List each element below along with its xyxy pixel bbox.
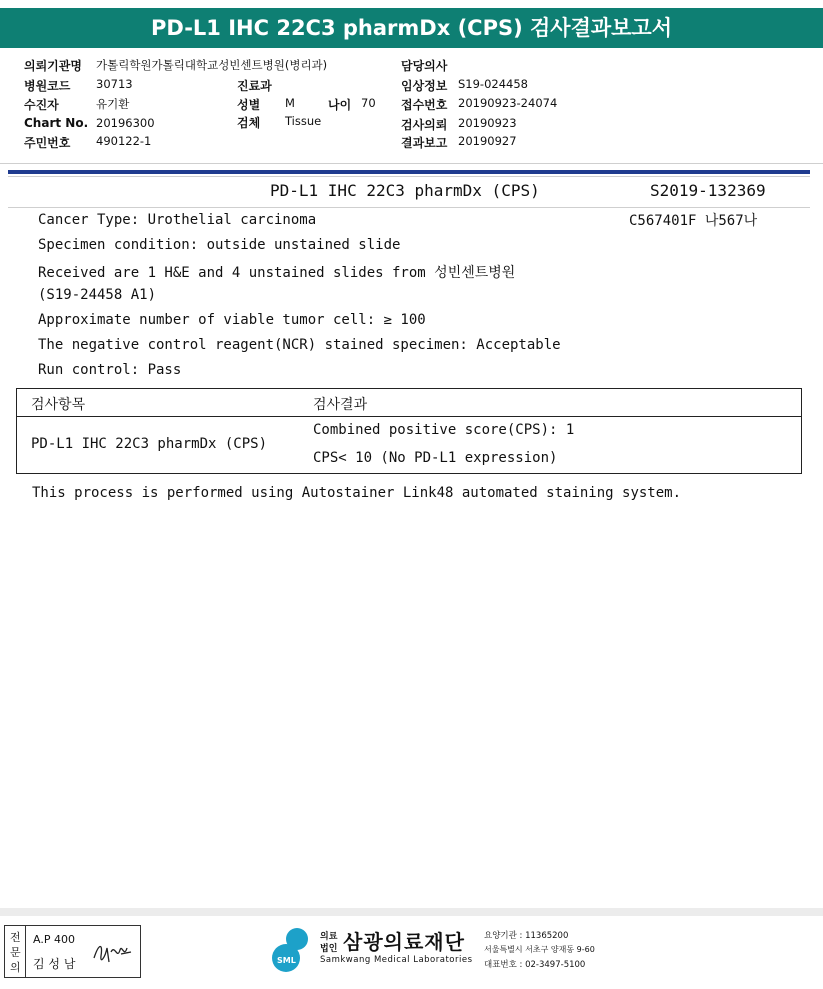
- signature-box: [4, 925, 141, 978]
- receipt-label: 접수번호: [401, 98, 448, 112]
- process-note: This process is performed using Autostainer Link48 automated staining system.: [32, 485, 682, 501]
- company-name-en: Samkwang Medical Laboratories: [320, 955, 473, 965]
- report-line: Run control: Pass: [38, 362, 182, 378]
- cps-interpretation: CPS< 10 (No PD-L1 expression): [313, 450, 558, 466]
- sex-label: 성별: [237, 98, 261, 112]
- chart-value: 20196300: [96, 116, 155, 130]
- cps-score: Combined positive score(CPS): 1: [313, 422, 575, 438]
- age-label: 나이: [328, 98, 352, 112]
- request-value: 20190923: [458, 116, 517, 130]
- signature-image: [91, 938, 135, 968]
- patient-header: [0, 48, 823, 163]
- specimen-label: 검체: [237, 116, 261, 130]
- company-phone: 대표번호 : 02-3497-5100: [484, 960, 586, 970]
- logo-text: SML: [277, 956, 296, 965]
- table-header-rule: [17, 416, 801, 417]
- report-line: Specimen condition: outside unstained slide: [38, 237, 401, 253]
- header-divider: [0, 163, 823, 164]
- clinical-value: S19-024458: [458, 77, 528, 91]
- report-date-label: 결과보고: [401, 136, 448, 150]
- age-value: 70: [361, 96, 376, 110]
- company-address: 서울특별시 서초구 양재동 9-60: [484, 945, 595, 954]
- stamp-char: 문: [10, 946, 21, 959]
- report-title: PD-L1 IHC 22C3 pharmDx (CPS) 검사결과보고서: [0, 8, 823, 48]
- report-top-rule: [8, 176, 810, 177]
- ap-number: A.P 400: [33, 933, 75, 946]
- recipient-value: 유기환: [96, 97, 130, 111]
- clinical-label: 임상정보: [401, 79, 448, 93]
- chart-label: Chart No.: [24, 116, 89, 130]
- table-item: PD-L1 IHC 22C3 pharmDx (CPS): [31, 436, 268, 452]
- pathologist-name: 김 성 남: [33, 957, 76, 971]
- report-line: The negative control reagent(NCR) stained specimen: Acceptable: [38, 337, 561, 353]
- report-line: Approximate number of viable tumor cell: ≥ 100: [38, 312, 426, 328]
- sml-logo-icon: [270, 925, 316, 973]
- resident-label: 주민번호: [24, 136, 71, 150]
- request-label: 검사의뢰: [401, 118, 448, 132]
- receipt-value: 20190923-24074: [458, 96, 558, 110]
- hospital-code-label: 병원코드: [24, 79, 71, 93]
- stamp-char: 의: [10, 961, 21, 974]
- report-test-name: PD-L1 IHC 22C3 pharmDx (CPS): [270, 181, 540, 200]
- col-header-item: 검사항목: [31, 397, 86, 413]
- dept-label: 진료과: [237, 79, 272, 93]
- footer-divider: [0, 908, 823, 916]
- report-line: Received are 1 H&E and 4 unstained slides from 성빈센트병원: [38, 265, 516, 281]
- specimen-value: Tissue: [285, 114, 322, 128]
- institution-value: 가톨릭학원가톨릭대학교성빈센트병원(병리과): [96, 58, 328, 72]
- hospital-code-value: 30713: [96, 77, 133, 91]
- corp-label-1: 의료: [320, 932, 338, 942]
- title-underline: [8, 207, 810, 208]
- stamp-char: 전: [10, 931, 21, 944]
- results-table: [16, 388, 802, 474]
- sex-value: M: [285, 96, 295, 110]
- report-divider: [8, 170, 810, 174]
- accession-number: S2019-132369: [650, 181, 766, 200]
- corp-label-2: 법인: [320, 944, 338, 954]
- recipient-label: 수진자: [24, 98, 59, 112]
- report-line: (S19-24458 A1): [38, 287, 157, 303]
- report-date-value: 20190927: [458, 134, 517, 148]
- doctor-label: 담당의사: [401, 59, 448, 73]
- col-header-result: 검사결과: [313, 397, 368, 413]
- report-line: Cancer Type: Urothelial carcinoma: [38, 212, 317, 228]
- institution-label: 의뢰기관명: [24, 59, 82, 73]
- slide-code: C567401F 나567나: [629, 213, 758, 229]
- institution-code: 요양기관 : 11365200: [484, 931, 569, 941]
- stamp-label: [5, 926, 26, 977]
- resident-value: 490122-1: [96, 134, 152, 148]
- company-name-kr: 삼광의료재단: [343, 930, 465, 954]
